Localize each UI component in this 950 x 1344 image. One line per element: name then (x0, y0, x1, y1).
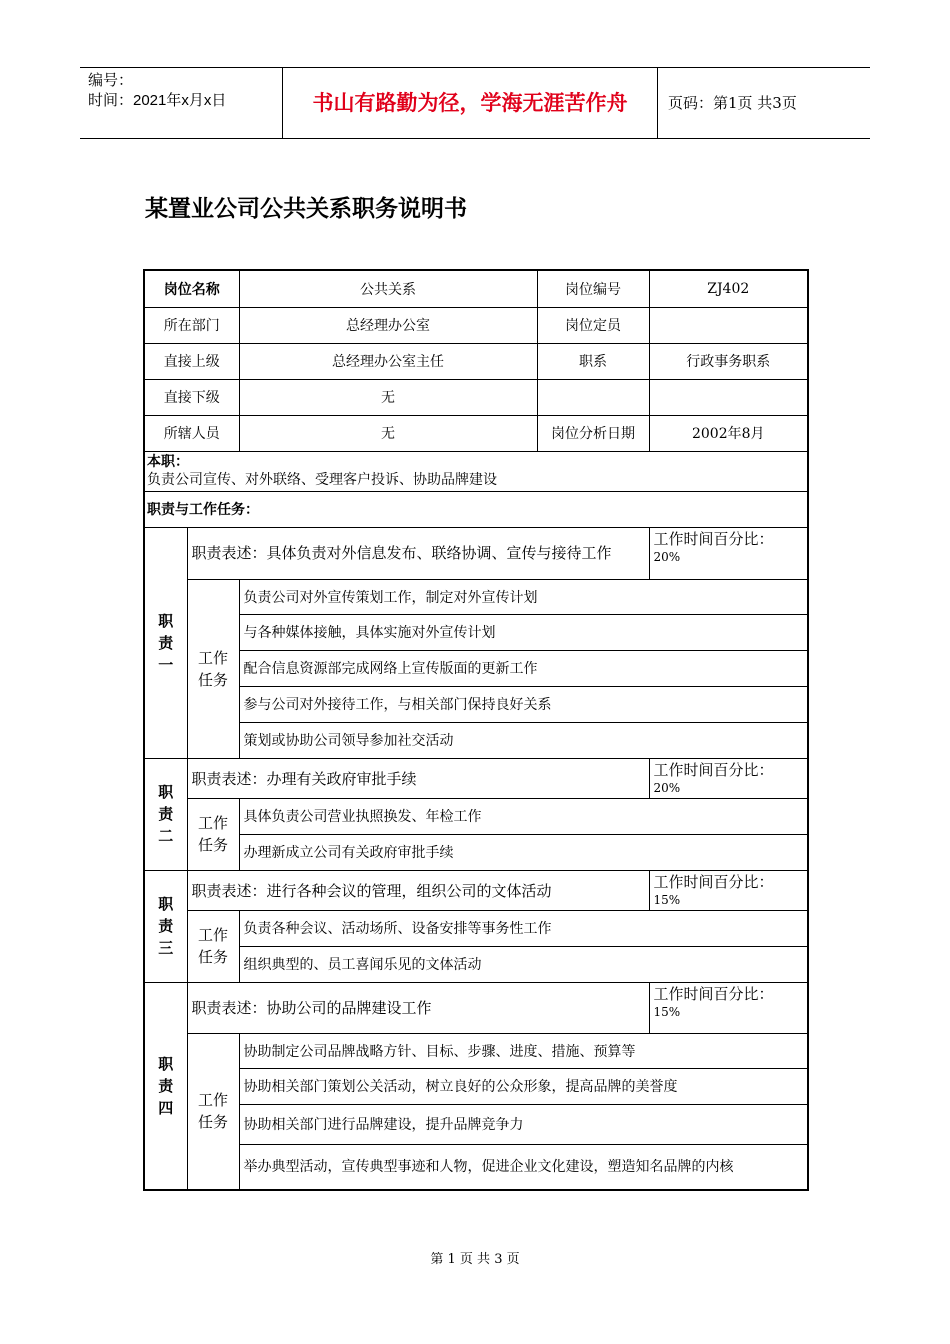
analysis-date-label: 岗位分析日期 (537, 415, 649, 451)
empty-cell (537, 379, 649, 415)
page-footer: 第 1 页 共 3 页 (430, 1252, 520, 1267)
empty-cell (649, 379, 808, 415)
duty-4-pct: 15% (653, 1004, 681, 1019)
job-description-table (143, 269, 809, 1191)
duty-4-task-1: 协助制定公司品牌战略方针、目标、步骤、进度、措施、预算等 (239, 1033, 808, 1068)
analysis-date: 2002年8月 (649, 415, 808, 451)
post-name: 公共关系 (239, 270, 537, 307)
duties-label: 职责与工作任务： (144, 491, 808, 527)
superior-label: 直接上级 (144, 343, 239, 379)
duty-2-name: 职 责 二 (144, 758, 187, 870)
duty-4-name: 职 责 四 (144, 982, 187, 1190)
pct-label: 工作时间百分比： (653, 760, 774, 779)
page-header (80, 67, 870, 139)
superior: 总经理办公室主任 (239, 343, 537, 379)
duty-1-task-3: 配合信息资源部完成网络上宣传版面的更新工作 (239, 650, 808, 686)
duty-3-task-2: 组织典型的、员工喜闻乐见的文体活动 (239, 946, 808, 982)
duty-1-name: 职 责 一 (144, 527, 187, 758)
duty-3-name: 职 责 三 (144, 870, 187, 982)
dept: 总经理办公室 (239, 307, 537, 343)
post-no: ZJ402 (649, 270, 808, 307)
managed: 无 (239, 415, 537, 451)
duty-summary-label: 本职： (147, 454, 189, 470)
pct-label: 工作时间百分比： (653, 872, 774, 891)
pct-label: 工作时间百分比： (653, 984, 774, 1003)
duty-3-pct-cell (649, 870, 808, 910)
series-label: 职系 (537, 343, 649, 379)
task-label: 工作 任务 (187, 910, 239, 982)
duty-2-pct-cell (649, 758, 808, 798)
duty-1-desc: 职责表述：具体负责对外信息发布、联络协调、宣传与接待工作 (187, 527, 649, 579)
post-no-label: 岗位编号 (537, 270, 649, 307)
duty-4-desc: 职责表述：协助公司的品牌建设工作 (187, 982, 649, 1033)
pct-label: 工作时间百分比： (653, 529, 774, 548)
header-motto: 书山有路勤为径，学海无涯苦作舟 (282, 68, 658, 138)
quota-label: 岗位定员 (537, 307, 649, 343)
duty-1-task-2: 与各种媒体接触，具体实施对外宣传计划 (239, 614, 808, 650)
series: 行政事务职系 (649, 343, 808, 379)
number-label: 编号： (88, 72, 134, 89)
task-label: 工作 任务 (187, 579, 239, 758)
duty-4-task-4: 举办典型活动，宣传典型事迹和人物，促进企业文化建设，塑造知名品牌的内核 (239, 1144, 808, 1190)
duty-1-task-4: 参与公司对外接待工作，与相关部门保持良好关系 (239, 686, 808, 722)
duty-1-task-1: 负责公司对外宣传策划工作，制定对外宣传计划 (239, 579, 808, 614)
duty-1-pct-cell (649, 527, 808, 579)
duty-1-task-5: 策划或协助公司领导参加社交活动 (239, 722, 808, 758)
duty-3-task-1: 负责各种会议、活动场所、设备安排等事务性工作 (239, 910, 808, 946)
duty-2-task-2: 办理新成立公司有关政府审批手续 (239, 834, 808, 870)
duty-2-pct: 20% (653, 780, 681, 795)
dept-label: 所在部门 (144, 307, 239, 343)
task-label: 工作 任务 (187, 798, 239, 870)
duty-4-task-3: 协助相关部门进行品牌建设，提升品牌竞争力 (239, 1104, 808, 1144)
duty-4-task-2: 协助相关部门策划公关活动，树立良好的公众形象，提高品牌的美誉度 (239, 1068, 808, 1104)
subordinate: 无 (239, 379, 537, 415)
duty-3-desc: 职责表述：进行各种会议的管理，组织公司的文体活动 (187, 870, 649, 910)
duty-summary-cell (144, 451, 808, 491)
task-label: 工作 任务 (187, 1033, 239, 1190)
duty-4-pct-cell (649, 982, 808, 1033)
quota (649, 307, 808, 343)
duty-2-task-1: 具体负责公司营业执照换发、年检工作 (239, 798, 808, 834)
duty-summary: 负责公司宣传、对外联络、受理客户投诉、协助品牌建设 (147, 472, 497, 488)
header-page: 页码：第1页 共3页 (668, 94, 797, 112)
subordinate-label: 直接下级 (144, 379, 239, 415)
managed-label: 所辖人员 (144, 415, 239, 451)
post-name-label: 岗位名称 (144, 270, 239, 307)
header-meta (80, 68, 282, 138)
time-label: 时间：2021年x月x日 (88, 92, 227, 109)
duty-2-desc: 职责表述：办理有关政府审批手续 (187, 758, 649, 798)
document-title: 某置业公司公共关系职务说明书 (145, 196, 467, 222)
duty-1-pct: 20% (653, 549, 681, 564)
duty-3-pct: 15% (653, 892, 681, 907)
